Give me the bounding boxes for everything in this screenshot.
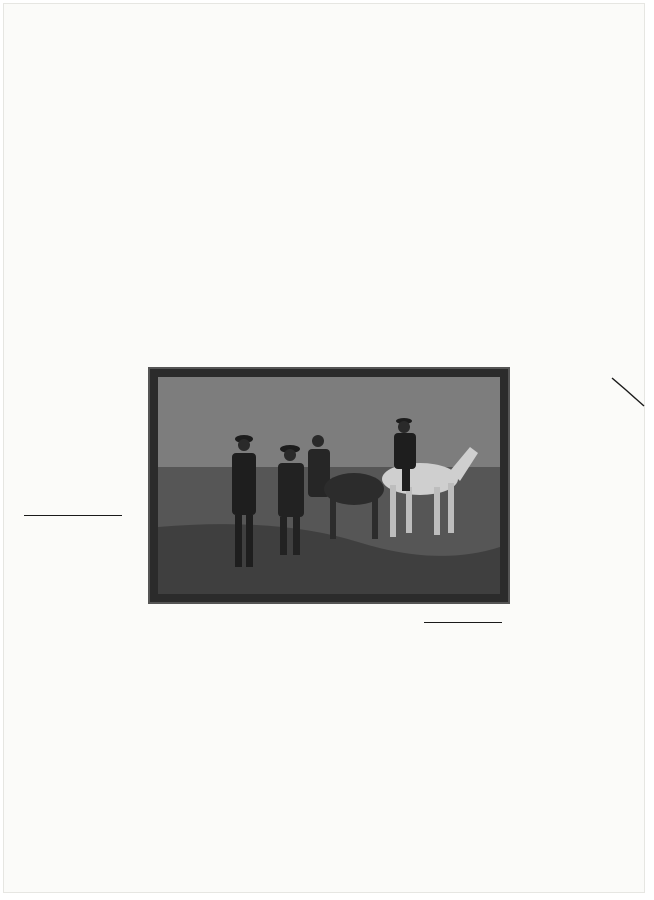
- photograph: [148, 367, 510, 604]
- photograph-image: [158, 377, 500, 594]
- manuscript-page: [4, 4, 644, 892]
- margin-arrow-icon: [608, 376, 648, 412]
- photo-scene: [158, 377, 500, 594]
- side-note-underline: [24, 515, 122, 516]
- caption-underline: [424, 622, 502, 623]
